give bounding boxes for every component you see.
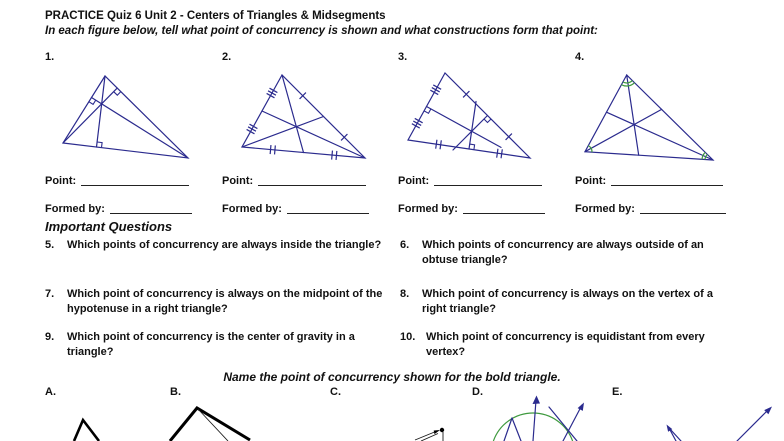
formed-by-row [45,202,192,215]
bottom-figures-strip [0,385,784,441]
question-number: 8. [400,288,410,300]
question-text: Which points of concurrency are always inside the triangle? [67,239,382,251]
formed-by-label: Formed by: [575,203,635,215]
formed-by-blank [287,202,369,214]
question-number: 10. [400,331,416,343]
triangle-perpendicular-bisectors-circumcenter-figure [398,62,574,167]
point-blank [611,174,723,186]
figure-number: 1. [45,51,55,63]
figure-letter-d: D. [472,386,483,398]
triangle-medians-centroid-figure [222,62,398,167]
concurrency-point-c-figure [415,428,444,441]
question-text: Which point of concurrency is always on the vertex of a right triangle? [422,288,713,315]
point-row [45,174,189,187]
bold-triangle-b-figure [170,408,250,441]
page-instruction: In each figure below, tell what point of concurrency is shown and what constructions form that point: [45,25,598,37]
figure-number: 3. [398,51,408,63]
question-item [400,287,735,316]
formed-by-row [222,202,369,215]
important-questions-heading: Important Questions [45,219,173,234]
figure-letter-b: B. [170,386,181,398]
figure-letter-e: E. [612,386,623,398]
question-text: Which point of concurrency is equidistant from every vertex? [426,331,705,358]
formed-by-label: Formed by: [222,203,282,215]
bold-triangle-a-figure [74,420,99,441]
question-number: 5. [45,239,55,251]
point-row [398,174,542,187]
question-text: Which point of concurrency is always on the midpoint of the hypotenuse in a right triangle? [67,288,383,315]
point-label: Point: [398,175,430,187]
formed-by-blank [110,202,192,214]
rays-e-figure [667,407,773,441]
question-item [400,238,735,267]
figure-number: 2. [222,51,232,63]
triangle-altitudes-orthocenter-figure [45,62,221,167]
figure-letter-c: C. [330,386,341,398]
formed-by-label: Formed by: [45,203,105,215]
question-item [45,238,397,253]
figure-number: 4. [575,51,585,63]
question-text: Which points of concurrency are always outside of an obtuse triangle? [422,239,704,266]
bottom-instruction: Name the point of concurrency shown for the bold triangle. [223,370,561,384]
point-label: Point: [222,175,254,187]
point-row [575,174,723,187]
question-item [45,287,397,316]
formed-by-blank [640,202,726,214]
point-blank [81,174,189,186]
point-blank [434,174,542,186]
point-label: Point: [575,175,607,187]
formed-by-row [398,202,545,215]
triangle-angle-bisectors-incenter-figure [575,62,751,167]
page-title: PRACTICE Quiz 6 Unit 2 - Centers of Triangles & Midsegments [45,10,386,22]
question-number: 6. [400,239,410,251]
formed-by-row [575,202,726,215]
formed-by-label: Formed by: [398,203,458,215]
question-number: 7. [45,288,55,300]
question-text: Which point of concurrency is the center of gravity in a triangle? [67,331,355,358]
formed-by-blank [463,202,545,214]
question-item [400,330,735,359]
point-blank [258,174,366,186]
point-row [222,174,366,187]
circumcircle-d-figure [493,396,584,441]
question-item [45,330,397,359]
question-number: 9. [45,331,55,343]
point-label: Point: [45,175,77,187]
figure-letter-a: A. [45,386,56,398]
